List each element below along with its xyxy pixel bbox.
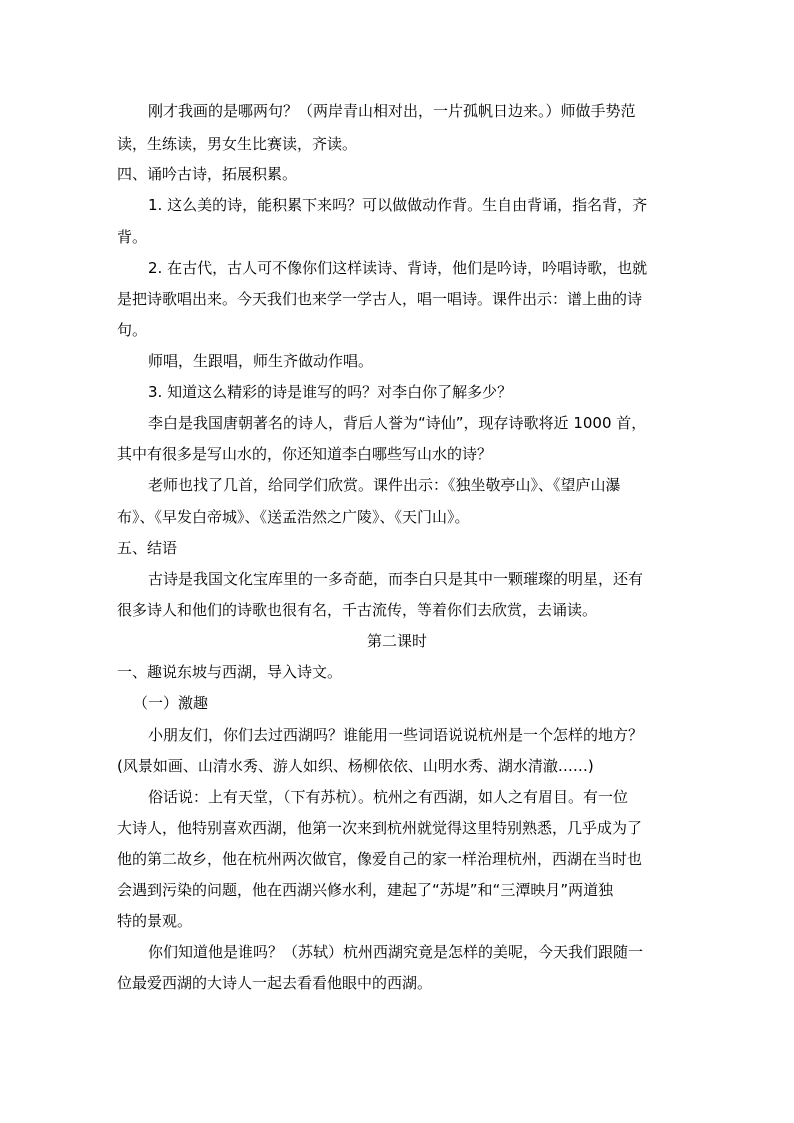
- paragraph-line: (风景如画、山清水秀、游人如织、杨柳依依、山明水秀、湖水清澈……): [117, 757, 594, 775]
- paragraph-line: 刚才我画的是哪两句？（两岸青山相对出，一片孤帆日边来。）师做手势范: [148, 102, 636, 120]
- paragraph-line: 他的第二故乡，他在杭州两次做官，像爱自己的家一样治理杭州，西湖在当时也: [117, 850, 643, 868]
- paragraph-line: 位最爱西湖的大诗人一起去看看他眼中的西湖。: [117, 974, 433, 992]
- paragraph-line: 大诗人，他特别喜欢西湖，他第一次来到杭州就觉得这里特别熟悉，几乎成为了: [117, 819, 643, 837]
- paragraph-line: 是把诗歌唱出来。今天我们也来学一学古人，唱一唱诗。课件出示：谱上曲的诗: [117, 290, 643, 308]
- paragraph-line: 背。: [117, 228, 148, 246]
- paragraph-line: 布》、《早发白帝城》、《送孟浩然之广陵》、《天门山》。: [117, 508, 470, 526]
- section-heading: 四、诵吟古诗，拓展积累。: [117, 165, 298, 183]
- paragraph-line: 1. 这么美的诗，能积累下来吗？可以做做动作背。生自由背诵，指名背，齐: [148, 196, 648, 214]
- paragraph-line: 2. 在古代，古人可不像你们这样读诗、背诗，他们是吟诗，吟唱诗歌，也就: [148, 259, 648, 277]
- paragraph-line: 3. 知道这么精彩的诗是谁写的吗？对李白你了解多少？: [148, 383, 513, 401]
- paragraph-line: 老师也找了几首，给同学们欣赏。课件出示：《独坐敬亭山》、《望庐山瀑: [148, 476, 621, 494]
- paragraph-line: 会遇到污染的问题，他在西湖兴修水利，建起了“苏堤”和“三潭映月”两道独: [117, 881, 614, 899]
- subsection-heading: （一）激趣: [133, 694, 209, 712]
- paragraph-line: 古诗是我国文化宝库里的一多奇葩，而李白只是其中一颗璀璨的明星，还有: [148, 570, 644, 588]
- paragraph-line: 很多诗人和他们的诗歌也很有名，千古流传，等着你们去欣赏，去诵读。: [117, 601, 598, 619]
- paragraph-line: 俗话说：上有天堂，（下有苏杭）。杭州之有西湖，如人之有眉目。有一位: [148, 788, 629, 806]
- section-heading: 五、结语: [117, 539, 178, 557]
- lesson-title: 第二课时: [366, 632, 427, 650]
- paragraph-line: 读，生练读，男女生比赛读，齐读。: [117, 135, 358, 153]
- paragraph-line: 你们知道他是谁吗？（苏轼）杭州西湖究竟是怎样的美呢，今天我们跟随一: [148, 943, 644, 961]
- paragraph-line: 句。: [117, 321, 148, 339]
- paragraph-line: 特的景观。: [117, 912, 193, 930]
- paragraph-line: 其中有很多是写山水的，你还知道李白哪些写山水的诗？: [117, 445, 493, 463]
- section-heading: 一、趣说东坡与西湖，导入诗文。: [117, 663, 343, 681]
- paragraph-line: 小朋友们，你们去过西湖吗？谁能用一些词语说说杭州是一个怎样的地方？: [148, 726, 644, 744]
- paragraph-line: 师唱，生跟唱，师生齐做动作唱。: [148, 352, 374, 370]
- paragraph-line: 李白是我国唐朝著名的诗人，背后人誉为“诗仙”，现存诗歌将近 1000 首，: [148, 414, 647, 432]
